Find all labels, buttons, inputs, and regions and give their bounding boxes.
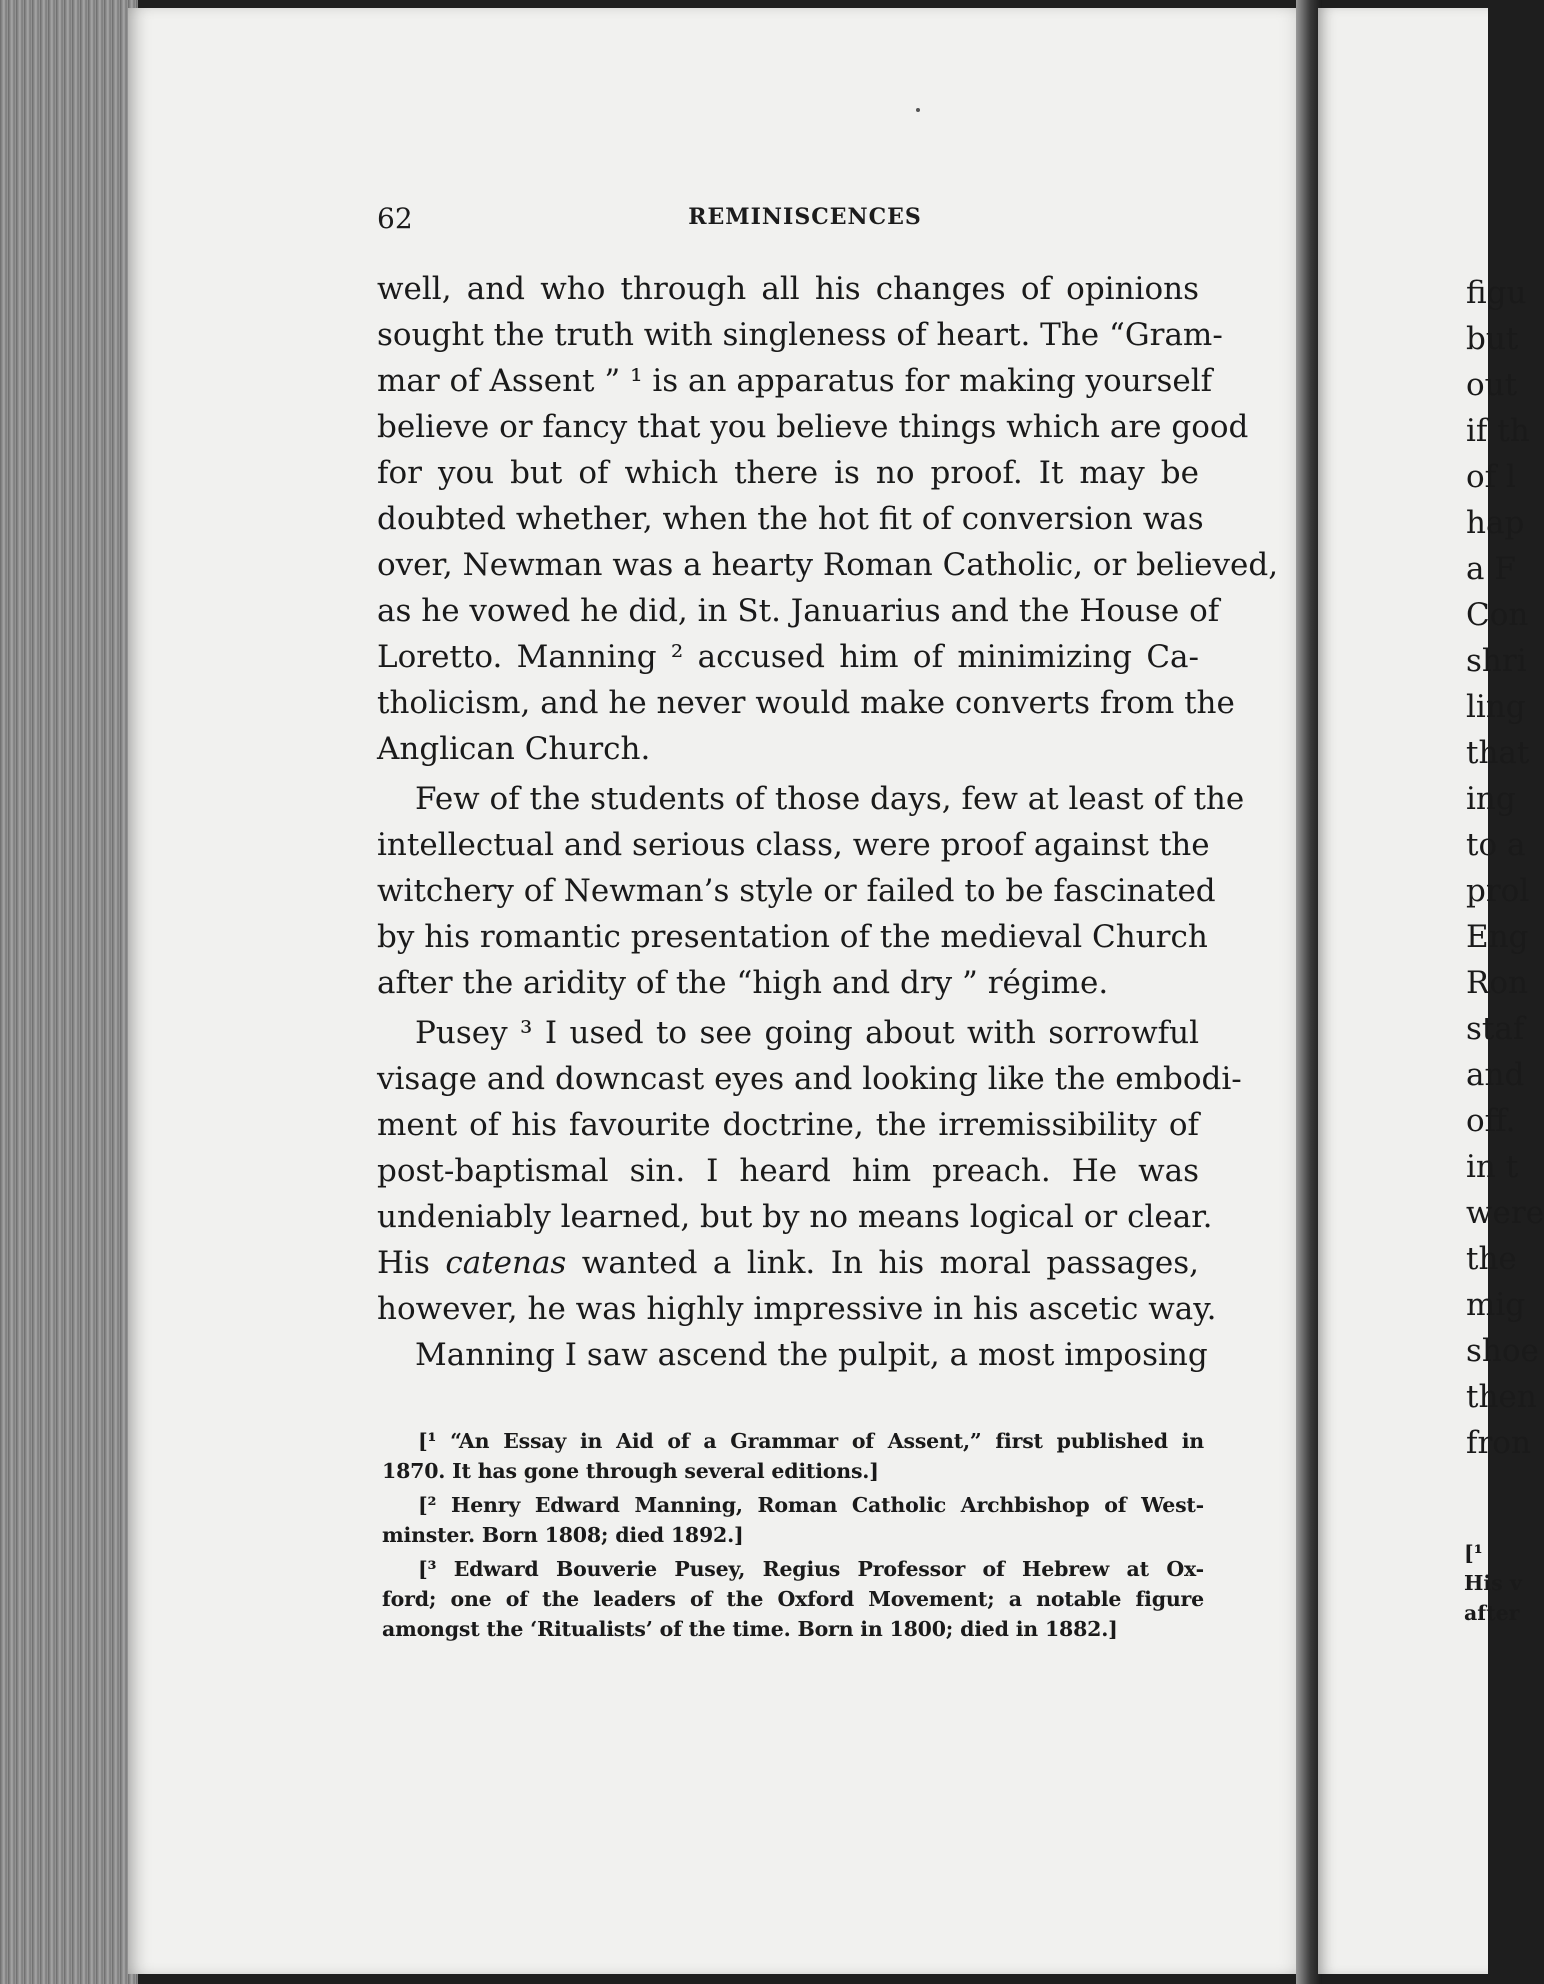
body-line: for you but of which there is no proof. It may be: [377, 455, 1199, 491]
body-line: as he vowed he did, in St. Januarius and the House of: [377, 593, 1220, 629]
facing-line: staf: [1466, 1011, 1525, 1047]
page-header: [377, 202, 1199, 242]
body-line: Manning I saw ascend the pulpit, a most imposing: [415, 1337, 1208, 1373]
facing-footnote-line: His v: [1464, 1571, 1522, 1595]
facing-line: hap: [1466, 505, 1525, 541]
body-line: Loretto. Manning ² accused him of minimizing Ca-: [377, 639, 1199, 675]
body-line: post-baptismal sin. I heard him preach. He was: [377, 1153, 1199, 1189]
body-line: tholicism, and he never would make converts from the: [377, 685, 1235, 721]
facing-line: that: [1466, 735, 1530, 771]
facing-line: Ron: [1466, 965, 1528, 1001]
body-line: Pusey ³ I used to see going about with sorrowful: [415, 1015, 1199, 1051]
facing-footnote-line: [¹: [1464, 1541, 1483, 1565]
footnote-line: [² Henry Edward Manning, Roman Catholic Archbishop of West-: [418, 1493, 1204, 1517]
running-head: REMINISCENCES: [688, 204, 922, 230]
facing-line: the: [1466, 1241, 1517, 1277]
facing-line: shri: [1466, 643, 1527, 679]
facing-line: Eng: [1466, 919, 1529, 955]
footnote-line: minster. Born 1808; died 1892.]: [382, 1523, 744, 1547]
body-line: believe or fancy that you believe things which are good: [377, 409, 1249, 445]
facing-line: to a: [1466, 827, 1526, 863]
book-page-edges: [0, 0, 138, 1984]
body-line: Anglican Church.: [377, 731, 651, 767]
body-line: however, he was highly impressive in his ascetic way.: [377, 1291, 1217, 1327]
facing-line: ing: [1466, 781, 1516, 817]
facing-line: a F: [1466, 551, 1516, 587]
body-line: sought the truth with singleness of heart. The “Gram-: [377, 317, 1223, 353]
facing-line: if th: [1466, 413, 1530, 449]
body-line: over, Newman was a hearty Roman Catholic, or believed,: [377, 547, 1279, 583]
footnote-line: [³ Edward Bouverie Pusey, Regius Professor of Hebrew at Ox-: [418, 1557, 1204, 1581]
body-line: visage and downcast eyes and looking like the embodi-: [377, 1061, 1242, 1097]
facing-line: but: [1466, 321, 1519, 357]
footnote-line: amongst the ‘Ritualists’ of the time. Born in 1800; died in 1882.]: [382, 1617, 1118, 1641]
body-line: doubted whether, when the hot fit of conversion was: [377, 501, 1204, 537]
facing-line: mig: [1466, 1287, 1526, 1323]
body-line: intellectual and serious class, were proof against the: [377, 827, 1210, 863]
footnote-line: 1870. It has gone through several editions.]: [382, 1459, 879, 1483]
body-line: His catenas wanted a link. In his moral passages,: [377, 1245, 1199, 1281]
body-line: undeniably learned, but by no means logical or clear.: [377, 1199, 1213, 1235]
facing-line: then: [1466, 1379, 1537, 1415]
facing-line: ling: [1466, 689, 1526, 725]
body-line: by his romantic presentation of the medieval Church: [377, 919, 1208, 955]
body-line: well, and who through all his changes of opinions: [377, 271, 1199, 307]
facing-footnote-line: after: [1464, 1601, 1520, 1625]
footnote-line: [¹ “An Essay in Aid of a Grammar of Assent,” first published in: [418, 1429, 1204, 1453]
facing-line: off.: [1466, 1103, 1516, 1139]
body-line: witchery of Newman’s style or failed to be fascinated: [377, 873, 1216, 909]
facing-line: of l: [1466, 459, 1516, 495]
facing-line: Con: [1466, 597, 1529, 633]
facing-page-text: [1318, 0, 1544, 1984]
body-line: after the aridity of the “high and dry ” régime.: [377, 965, 1109, 1001]
facing-line: out: [1466, 367, 1518, 403]
body-line: Few of the students of those days, few at least of the: [415, 781, 1245, 817]
facing-line: in t: [1466, 1149, 1519, 1185]
body-line: mar of Assent ” ¹ is an apparatus for making yourself: [377, 363, 1213, 399]
facing-line: were: [1466, 1195, 1544, 1231]
scan-speck: [916, 108, 920, 112]
facing-line: shoe: [1466, 1333, 1539, 1369]
facing-line: prol: [1466, 873, 1530, 909]
page-number: 62: [377, 202, 413, 235]
facing-line: fron: [1466, 1425, 1531, 1461]
facing-line: and: [1466, 1057, 1525, 1093]
facing-line: figu: [1466, 275, 1527, 311]
footnote-line: ford; one of the leaders of the Oxford Movement; a notable figure: [382, 1587, 1204, 1611]
body-line: ment of his favourite doctrine, the irremissibility of: [377, 1107, 1199, 1143]
